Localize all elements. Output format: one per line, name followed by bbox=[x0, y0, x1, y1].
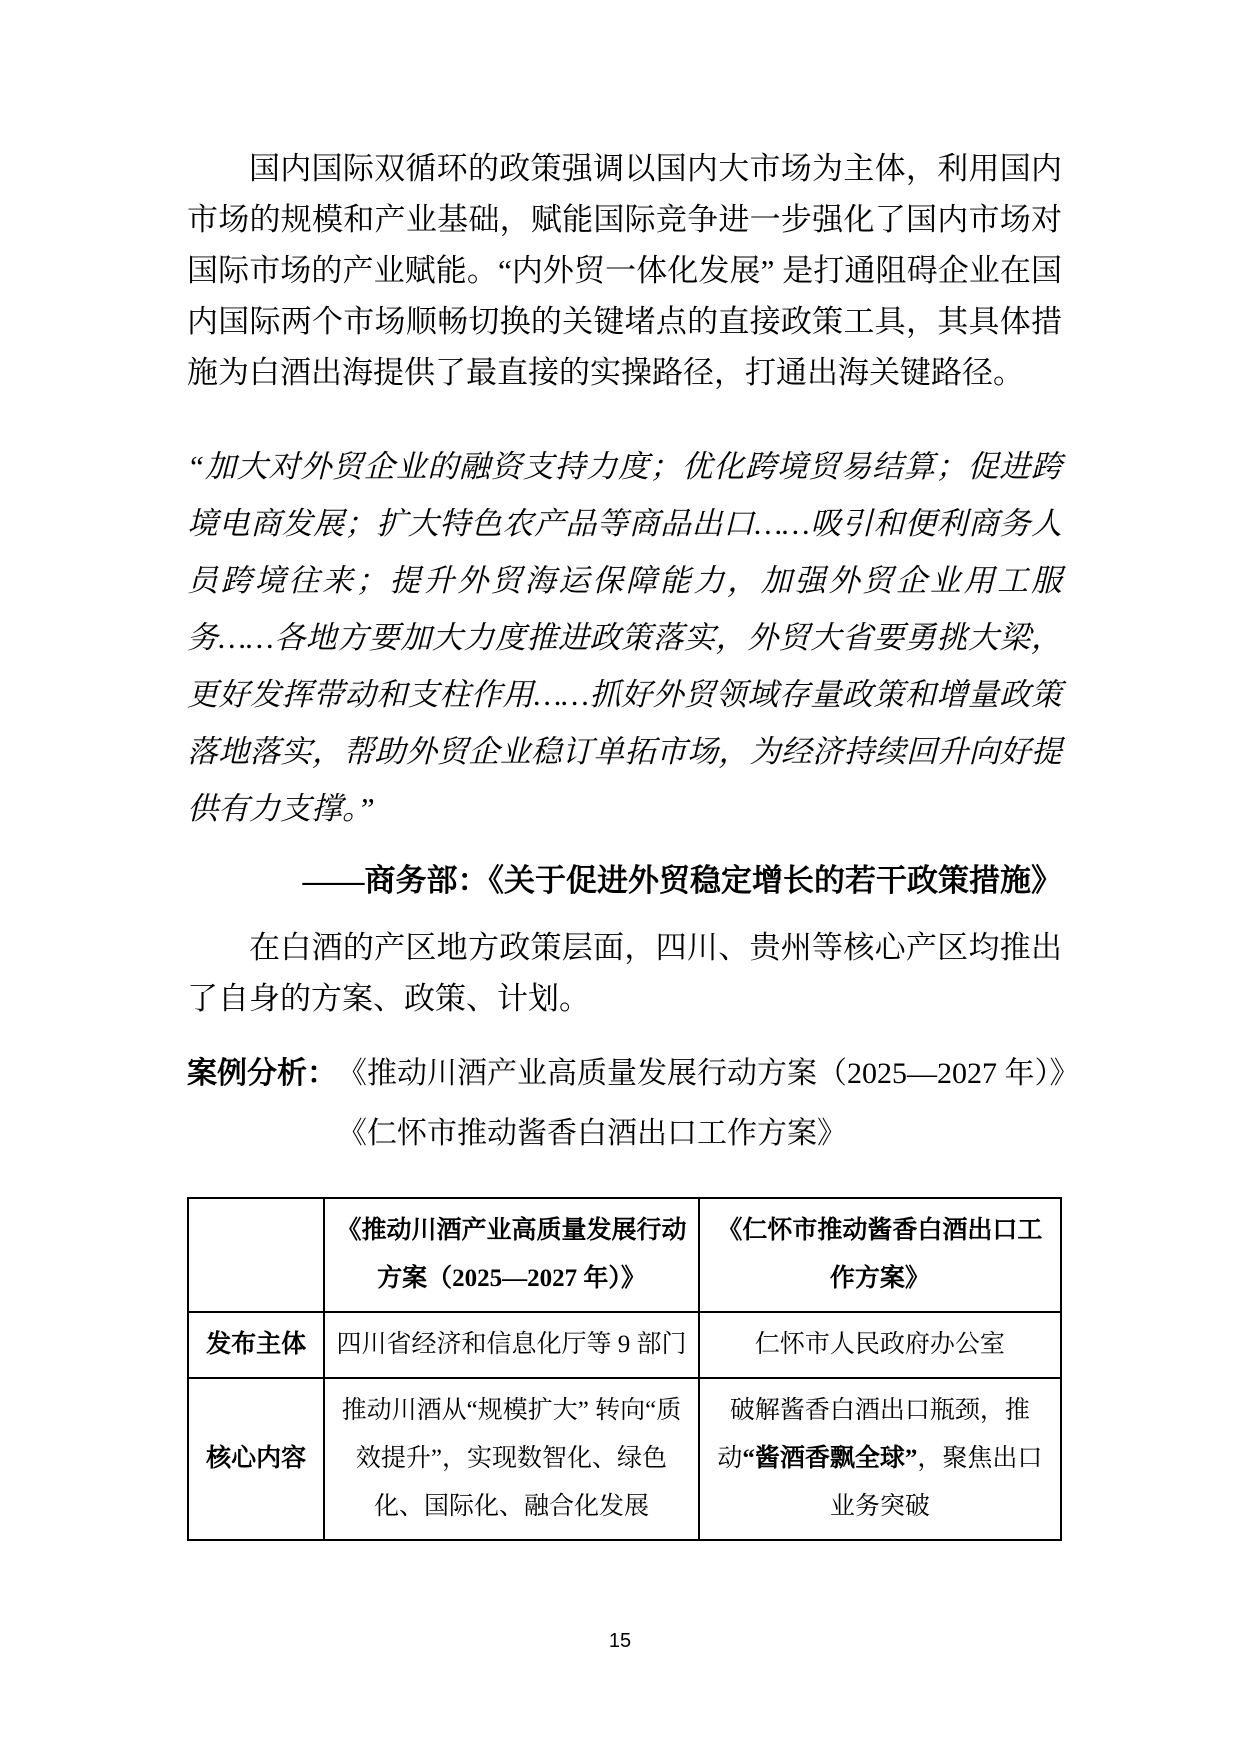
policy-comparison-table bbox=[187, 1197, 1062, 1541]
table-row-core-content bbox=[188, 1378, 1061, 1540]
case-analysis-heading bbox=[187, 1044, 1080, 1164]
case-analysis-label: 案例分析： bbox=[187, 1057, 337, 1090]
case-title-renhuai-plan: 《仁怀市推动酱香白酒出口工作方案》 bbox=[337, 1117, 847, 1150]
policy-quote: “加大对外贸企业的融资支持力度；优化跨境贸易结算；促进跨境电商发展；扩大特色农产品等商品出口……吸引和便利商务人员跨境往来；提升外贸海运保障能力，加强外贸企业用工服务……各地方要加大力度推进政策落实，外贸大省要勇挑大梁，更好发挥带动和支柱作用……抓好外贸领域存量政策和增量政策落地落实，帮助外贸企业稳订单拓市场，为经济持续回升向好提供有力支撑。” bbox=[187, 449, 1062, 826]
header-renhuai-plan: 《仁怀市推动酱香白酒出口工作方案》 bbox=[699, 1198, 1061, 1312]
core-renhuai-bold-slogan: “酱酒香飘全球” bbox=[742, 1445, 918, 1472]
cell-core-sichuan: 推动川酒从“规模扩大” 转向“质效提升”，实现数智化、绿色化、国际化、融合化发展 bbox=[324, 1378, 699, 1540]
case-title-sichuan-plan: 《推动川酒产业高质量发展行动方案（2025—2027 年）》 bbox=[337, 1057, 1080, 1090]
case-analysis-titles bbox=[337, 1044, 1080, 1164]
row-label-core-content: 核心内容 bbox=[188, 1378, 324, 1540]
paragraph-regional-policy: 在白酒的产区地方政策层面，四川、贵州等核心产区均推出了自身的方案、政策、计划。 bbox=[187, 930, 1062, 1016]
header-sichuan-plan: 《推动川酒产业高质量发展行动方案（2025—2027 年）》 bbox=[324, 1198, 699, 1312]
row-label-publisher: 发布主体 bbox=[188, 1312, 324, 1378]
cell-publisher-sichuan: 四川省经济和信息化厅等 9 部门 bbox=[324, 1312, 699, 1378]
core-renhuai-text-1: 破解酱香白酒出口瓶颈，推动 bbox=[717, 1397, 1030, 1472]
quote-attribution: ——商务部：《关于促进外贸稳定增长的若干政策措施》 bbox=[302, 863, 1062, 898]
core-renhuai-text-2: ，聚焦出口业务突破 bbox=[829, 1445, 1043, 1520]
paragraph-dual-circulation: 国内国际双循环的政策强调以国内大市场为主体，利用国内市场的规模和产业基础，赋能国际竞争进一步强化了国内市场对国际市场的产业赋能。“内外贸一体化发展” 是打通阻碍企业在国内国际两个市场顺畅切换的关键堵点的直接政策工具，其具体措施为白酒出海提供了最直接的实操路径，打通出海关键路径。 bbox=[187, 151, 1062, 390]
page-content bbox=[187, 143, 1080, 1541]
header-empty-cell bbox=[188, 1198, 324, 1312]
cell-core-renhuai bbox=[699, 1378, 1061, 1540]
table-row-publisher bbox=[188, 1312, 1061, 1378]
cell-publisher-renhuai: 仁怀市人民政府办公室 bbox=[699, 1312, 1061, 1378]
page-number: 15 bbox=[608, 1630, 632, 1652]
table-header-row bbox=[188, 1198, 1061, 1312]
